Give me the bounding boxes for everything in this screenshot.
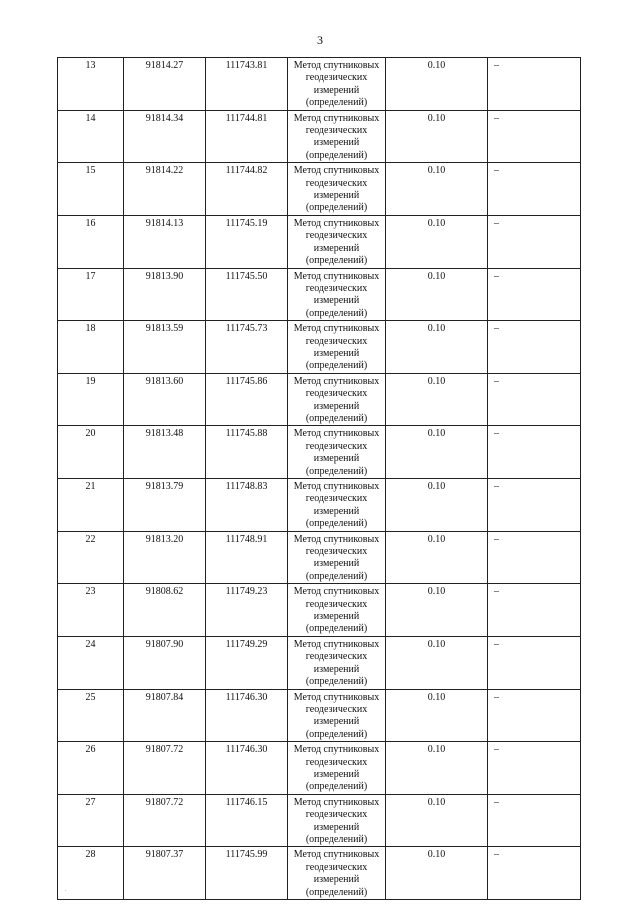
method-line: измерений	[313, 505, 360, 517]
error-cell: 0.10	[386, 163, 488, 216]
x-coordinate-cell: 91813.90	[124, 268, 206, 321]
method-line: (определений)	[305, 255, 368, 267]
method-cell	[288, 321, 386, 374]
method-cell	[288, 268, 386, 321]
y-coordinate-cell: 111748.83	[206, 479, 288, 532]
x-coordinate-cell: 91807.72	[124, 794, 206, 847]
error-cell: 0.10	[386, 268, 488, 321]
method-cell	[288, 426, 386, 479]
method-line: измерений	[313, 137, 360, 149]
method-line: геодезических	[305, 388, 368, 400]
note-cell: –	[488, 794, 581, 847]
error-cell: 0.10	[386, 636, 488, 689]
method-line: (определений)	[305, 97, 368, 109]
method-cell	[288, 373, 386, 426]
x-coordinate-cell: 91814.27	[124, 58, 206, 111]
method-line: геодезических	[305, 335, 368, 347]
table-row	[58, 742, 581, 795]
table-row	[58, 847, 581, 900]
error-cell: 0.10	[386, 321, 488, 374]
table-row	[58, 373, 581, 426]
method-line: Метод спутниковых	[293, 691, 380, 703]
method-line: измерений	[313, 663, 360, 675]
method-cell	[288, 215, 386, 268]
y-coordinate-cell: 111745.19	[206, 215, 288, 268]
method-cell	[288, 794, 386, 847]
method-line: измерений	[313, 453, 360, 465]
table-row	[58, 689, 581, 742]
table-row	[58, 426, 581, 479]
method-line: Метод спутниковых	[293, 533, 380, 545]
method-line: геодезических	[305, 756, 368, 768]
x-coordinate-cell: 91813.48	[124, 426, 206, 479]
x-coordinate-cell: 91807.37	[124, 847, 206, 900]
note-cell: –	[488, 479, 581, 532]
method-line: (определений)	[305, 149, 368, 161]
method-line: измерений	[313, 874, 360, 886]
x-coordinate-cell: 91807.84	[124, 689, 206, 742]
point-number-cell: 20	[58, 426, 124, 479]
y-coordinate-cell: 111749.29	[206, 636, 288, 689]
method-line: Метод спутниковых	[293, 112, 380, 124]
table-row	[58, 215, 581, 268]
method-line: измерений	[313, 190, 360, 202]
x-coordinate-cell: 91813.59	[124, 321, 206, 374]
table-row	[58, 321, 581, 374]
point-number-cell: 17	[58, 268, 124, 321]
method-line: Метод спутниковых	[293, 744, 380, 756]
coordinates-table-body	[58, 58, 581, 900]
error-cell: 0.10	[386, 426, 488, 479]
method-cell	[288, 479, 386, 532]
note-cell: –	[488, 531, 581, 584]
method-line: геодезических	[305, 861, 368, 873]
method-cell	[288, 110, 386, 163]
table-row	[58, 636, 581, 689]
point-number-cell: 25	[58, 689, 124, 742]
method-line: геодезических	[305, 493, 368, 505]
method-line: геодезических	[305, 125, 368, 137]
table-row	[58, 110, 581, 163]
method-line: (определений)	[305, 307, 368, 319]
method-line: Метод спутниковых	[293, 270, 380, 282]
point-number-cell: 24	[58, 636, 124, 689]
x-coordinate-cell: 91808.62	[124, 584, 206, 637]
error-cell: 0.10	[386, 794, 488, 847]
method-line: измерений	[313, 400, 360, 412]
point-number-cell: 15	[58, 163, 124, 216]
y-coordinate-cell: 111744.81	[206, 110, 288, 163]
point-number-cell: 21	[58, 479, 124, 532]
point-number-cell: 18	[58, 321, 124, 374]
table-row	[58, 479, 581, 532]
y-coordinate-cell: 111746.15	[206, 794, 288, 847]
coordinates-table	[57, 57, 581, 900]
method-line: Метод спутниковых	[293, 849, 380, 861]
point-number-cell: 23	[58, 584, 124, 637]
method-line: Метод спутниковых	[293, 796, 380, 808]
x-coordinate-cell: 91807.72	[124, 742, 206, 795]
y-coordinate-cell: 111748.91	[206, 531, 288, 584]
method-line: измерений	[313, 558, 360, 570]
note-cell: –	[488, 58, 581, 111]
y-coordinate-cell: 111745.88	[206, 426, 288, 479]
error-cell: 0.10	[386, 847, 488, 900]
method-line: геодезических	[305, 809, 368, 821]
method-line: (определений)	[305, 886, 368, 898]
y-coordinate-cell: 111745.50	[206, 268, 288, 321]
method-line: Метод спутниковых	[293, 481, 380, 492]
method-line: измерений	[313, 84, 360, 96]
method-line: измерений	[313, 821, 360, 833]
point-number-cell: 28	[58, 847, 124, 900]
table-row	[58, 163, 581, 216]
note-cell: –	[488, 163, 581, 216]
note-cell: –	[488, 847, 581, 900]
method-line: геодезических	[305, 72, 368, 84]
method-line: геодезических	[305, 703, 368, 715]
point-number-cell: 14	[58, 110, 124, 163]
method-line: геодезических	[305, 230, 368, 242]
method-line: измерений	[313, 716, 360, 728]
x-coordinate-cell: 91813.20	[124, 531, 206, 584]
method-line: Метод спутниковых	[293, 375, 380, 387]
method-line: (определений)	[305, 465, 368, 477]
error-cell: 0.10	[386, 531, 488, 584]
note-cell: –	[488, 268, 581, 321]
error-cell: 0.10	[386, 742, 488, 795]
method-line: измерений	[313, 295, 360, 307]
method-line: Метод спутниковых	[293, 165, 380, 177]
x-coordinate-cell: 91814.34	[124, 110, 206, 163]
note-cell: –	[488, 689, 581, 742]
error-cell: 0.10	[386, 689, 488, 742]
y-coordinate-cell: 111745.99	[206, 847, 288, 900]
method-line: геодезических	[305, 598, 368, 610]
method-line: (определений)	[305, 360, 368, 372]
y-coordinate-cell: 111744.82	[206, 163, 288, 216]
method-cell	[288, 689, 386, 742]
point-number-cell: 13	[58, 58, 124, 111]
method-line: геодезических	[305, 440, 368, 452]
table-row	[58, 584, 581, 637]
error-cell: 0.10	[386, 110, 488, 163]
page-number: 3	[317, 33, 323, 47]
method-cell	[288, 636, 386, 689]
x-coordinate-cell: 91814.13	[124, 215, 206, 268]
method-line: измерений	[313, 768, 360, 780]
point-number-cell: 27	[58, 794, 124, 847]
method-line: Метод спутниковых	[293, 217, 380, 229]
method-line: геодезических	[305, 177, 368, 189]
method-cell	[288, 847, 386, 900]
error-cell: 0.10	[386, 584, 488, 637]
x-coordinate-cell: 91807.90	[124, 636, 206, 689]
table-row	[58, 58, 581, 111]
x-coordinate-cell: 91814.22	[124, 163, 206, 216]
error-cell: 0.10	[386, 58, 488, 111]
method-line: (определений)	[305, 623, 368, 635]
method-line: Метод спутниковых	[293, 638, 380, 650]
method-line: (определений)	[305, 518, 368, 530]
note-cell: –	[488, 426, 581, 479]
y-coordinate-cell: 111749.23	[206, 584, 288, 637]
note-cell: –	[488, 215, 581, 268]
stray-mark: .	[65, 887, 67, 893]
table-row	[58, 268, 581, 321]
method-line: геодезических	[305, 651, 368, 663]
table-row	[58, 531, 581, 584]
method-line: измерений	[313, 242, 360, 254]
note-cell: –	[488, 321, 581, 374]
y-coordinate-cell: 111746.30	[206, 742, 288, 795]
method-line: Метод спутниковых	[293, 586, 380, 598]
table-row	[58, 794, 581, 847]
point-number-cell: 22	[58, 531, 124, 584]
x-coordinate-cell: 91813.60	[124, 373, 206, 426]
note-cell: –	[488, 584, 581, 637]
note-cell: –	[488, 110, 581, 163]
method-line: (определений)	[305, 676, 368, 688]
method-line: Метод спутниковых	[293, 60, 380, 71]
method-line: измерений	[313, 347, 360, 359]
error-cell: 0.10	[386, 215, 488, 268]
error-cell: 0.10	[386, 479, 488, 532]
note-cell: –	[488, 636, 581, 689]
y-coordinate-cell: 111745.73	[206, 321, 288, 374]
y-coordinate-cell: 111743.81	[206, 58, 288, 111]
method-line: Метод спутниковых	[293, 428, 380, 440]
method-line: измерений	[313, 611, 360, 623]
point-number-cell: 26	[58, 742, 124, 795]
y-coordinate-cell: 111745.86	[206, 373, 288, 426]
method-cell	[288, 742, 386, 795]
method-line: Метод спутниковых	[293, 323, 380, 335]
method-cell	[288, 584, 386, 637]
method-cell	[288, 531, 386, 584]
y-coordinate-cell: 111746.30	[206, 689, 288, 742]
method-line: геодезических	[305, 546, 368, 558]
note-cell: –	[488, 742, 581, 795]
method-line: (определений)	[305, 781, 368, 793]
point-number-cell: 16	[58, 215, 124, 268]
method-line: (определений)	[305, 202, 368, 214]
note-cell: –	[488, 373, 581, 426]
method-cell	[288, 58, 386, 111]
method-line: (определений)	[305, 412, 368, 424]
method-line: (определений)	[305, 833, 368, 845]
point-number-cell: 19	[58, 373, 124, 426]
method-line: (определений)	[305, 570, 368, 582]
method-line: (определений)	[305, 728, 368, 740]
method-cell	[288, 163, 386, 216]
method-line: геодезических	[305, 282, 368, 294]
error-cell: 0.10	[386, 373, 488, 426]
x-coordinate-cell: 91813.79	[124, 479, 206, 532]
